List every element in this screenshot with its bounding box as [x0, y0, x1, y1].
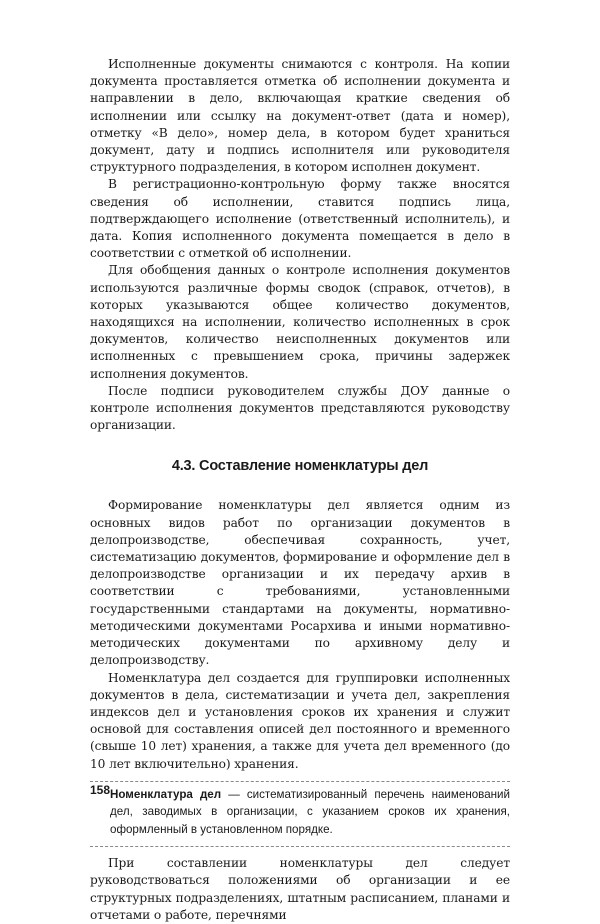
definition-body: — систематизированный перечень наименований дел, заводимых в организации, с указанием сроков их хранения, оформленный в установленном порядке. [110, 787, 510, 836]
definition-text [90, 786, 510, 839]
page-body [90, 56, 510, 924]
paragraph-registration-form: В регистрационно-контрольную форму также вносятся сведения об исполнении, ставится подпись лица, подтверждающего исполнение (ответственный исполнитель), и дата. Копия исполненного документа помещается в дело в соответствии с отметкой об исполнении. [90, 177, 510, 261]
paragraph-executed-documents: Исполненные документы снимаются с контроля. На копии документа проставляется отметка об исполнении документа и направлении в дело, включающая краткие сведения об исполнении или ссылку на документ-ответ (дата и номер), отметку «В дело», номер дела, в котором будет храниться документ, дату и подпись исполнителя или руководителя структурного подразделения, в котором исполнен документ. [90, 57, 510, 175]
section-heading: 4.3. Составление номенклатуры дел [171, 458, 429, 475]
page-number: 158 [90, 783, 111, 797]
paragraph-summary-forms: Для обобщения данных о контроле исполнения документов используются различные формы сводок (справок, отчетов), в которых указываются общее количество документов, находящихся на исполнении, количество исполненных в срок документов, количество неисполненных документов или исполненных с превышением срока, причины задержек исполнения документов. [90, 263, 510, 381]
paragraph-compilation-guidance: При составлении номенклатуры дел следует руководствоваться положениями об организации и ее структурных подразделениях, штатным расписанием, планами и отчетами о работе, перечнями [90, 856, 510, 922]
paragraph-nomenclature-purpose: Номенклатура дел создается для группировки исполненных документов в дела, систематизации и учета дел, закрепления индексов дел и установления сроков их хранения и служит основой для составления описей дел постоянного и временного (свыше 10 лет) хранения, а также для учета дел временного (до 10 лет включительно) хранения. [90, 670, 510, 771]
paragraph-after-signature: После подписи руководителем службы ДОУ данные о контроле исполнения документов представляются руководству организации. [90, 383, 510, 433]
paragraph-nomenclature-formation: Формирование номенклатуры дел является одним из основных видов работ по организации документов в делопроизводстве, обеспечивая сохранность, учет, систематизацию документов, формирование и оформление дел в делопроизводстве организации и их передачу архив в соответствии с требованиями, установленными государственными стандартами на документы, нормативно-методическими документами Росархива и иными нормативно-методических документами по архивному делу и делопроизводству. [90, 498, 510, 668]
definition-box [90, 781, 510, 848]
definition-term: Номенклатура дел [110, 787, 222, 801]
